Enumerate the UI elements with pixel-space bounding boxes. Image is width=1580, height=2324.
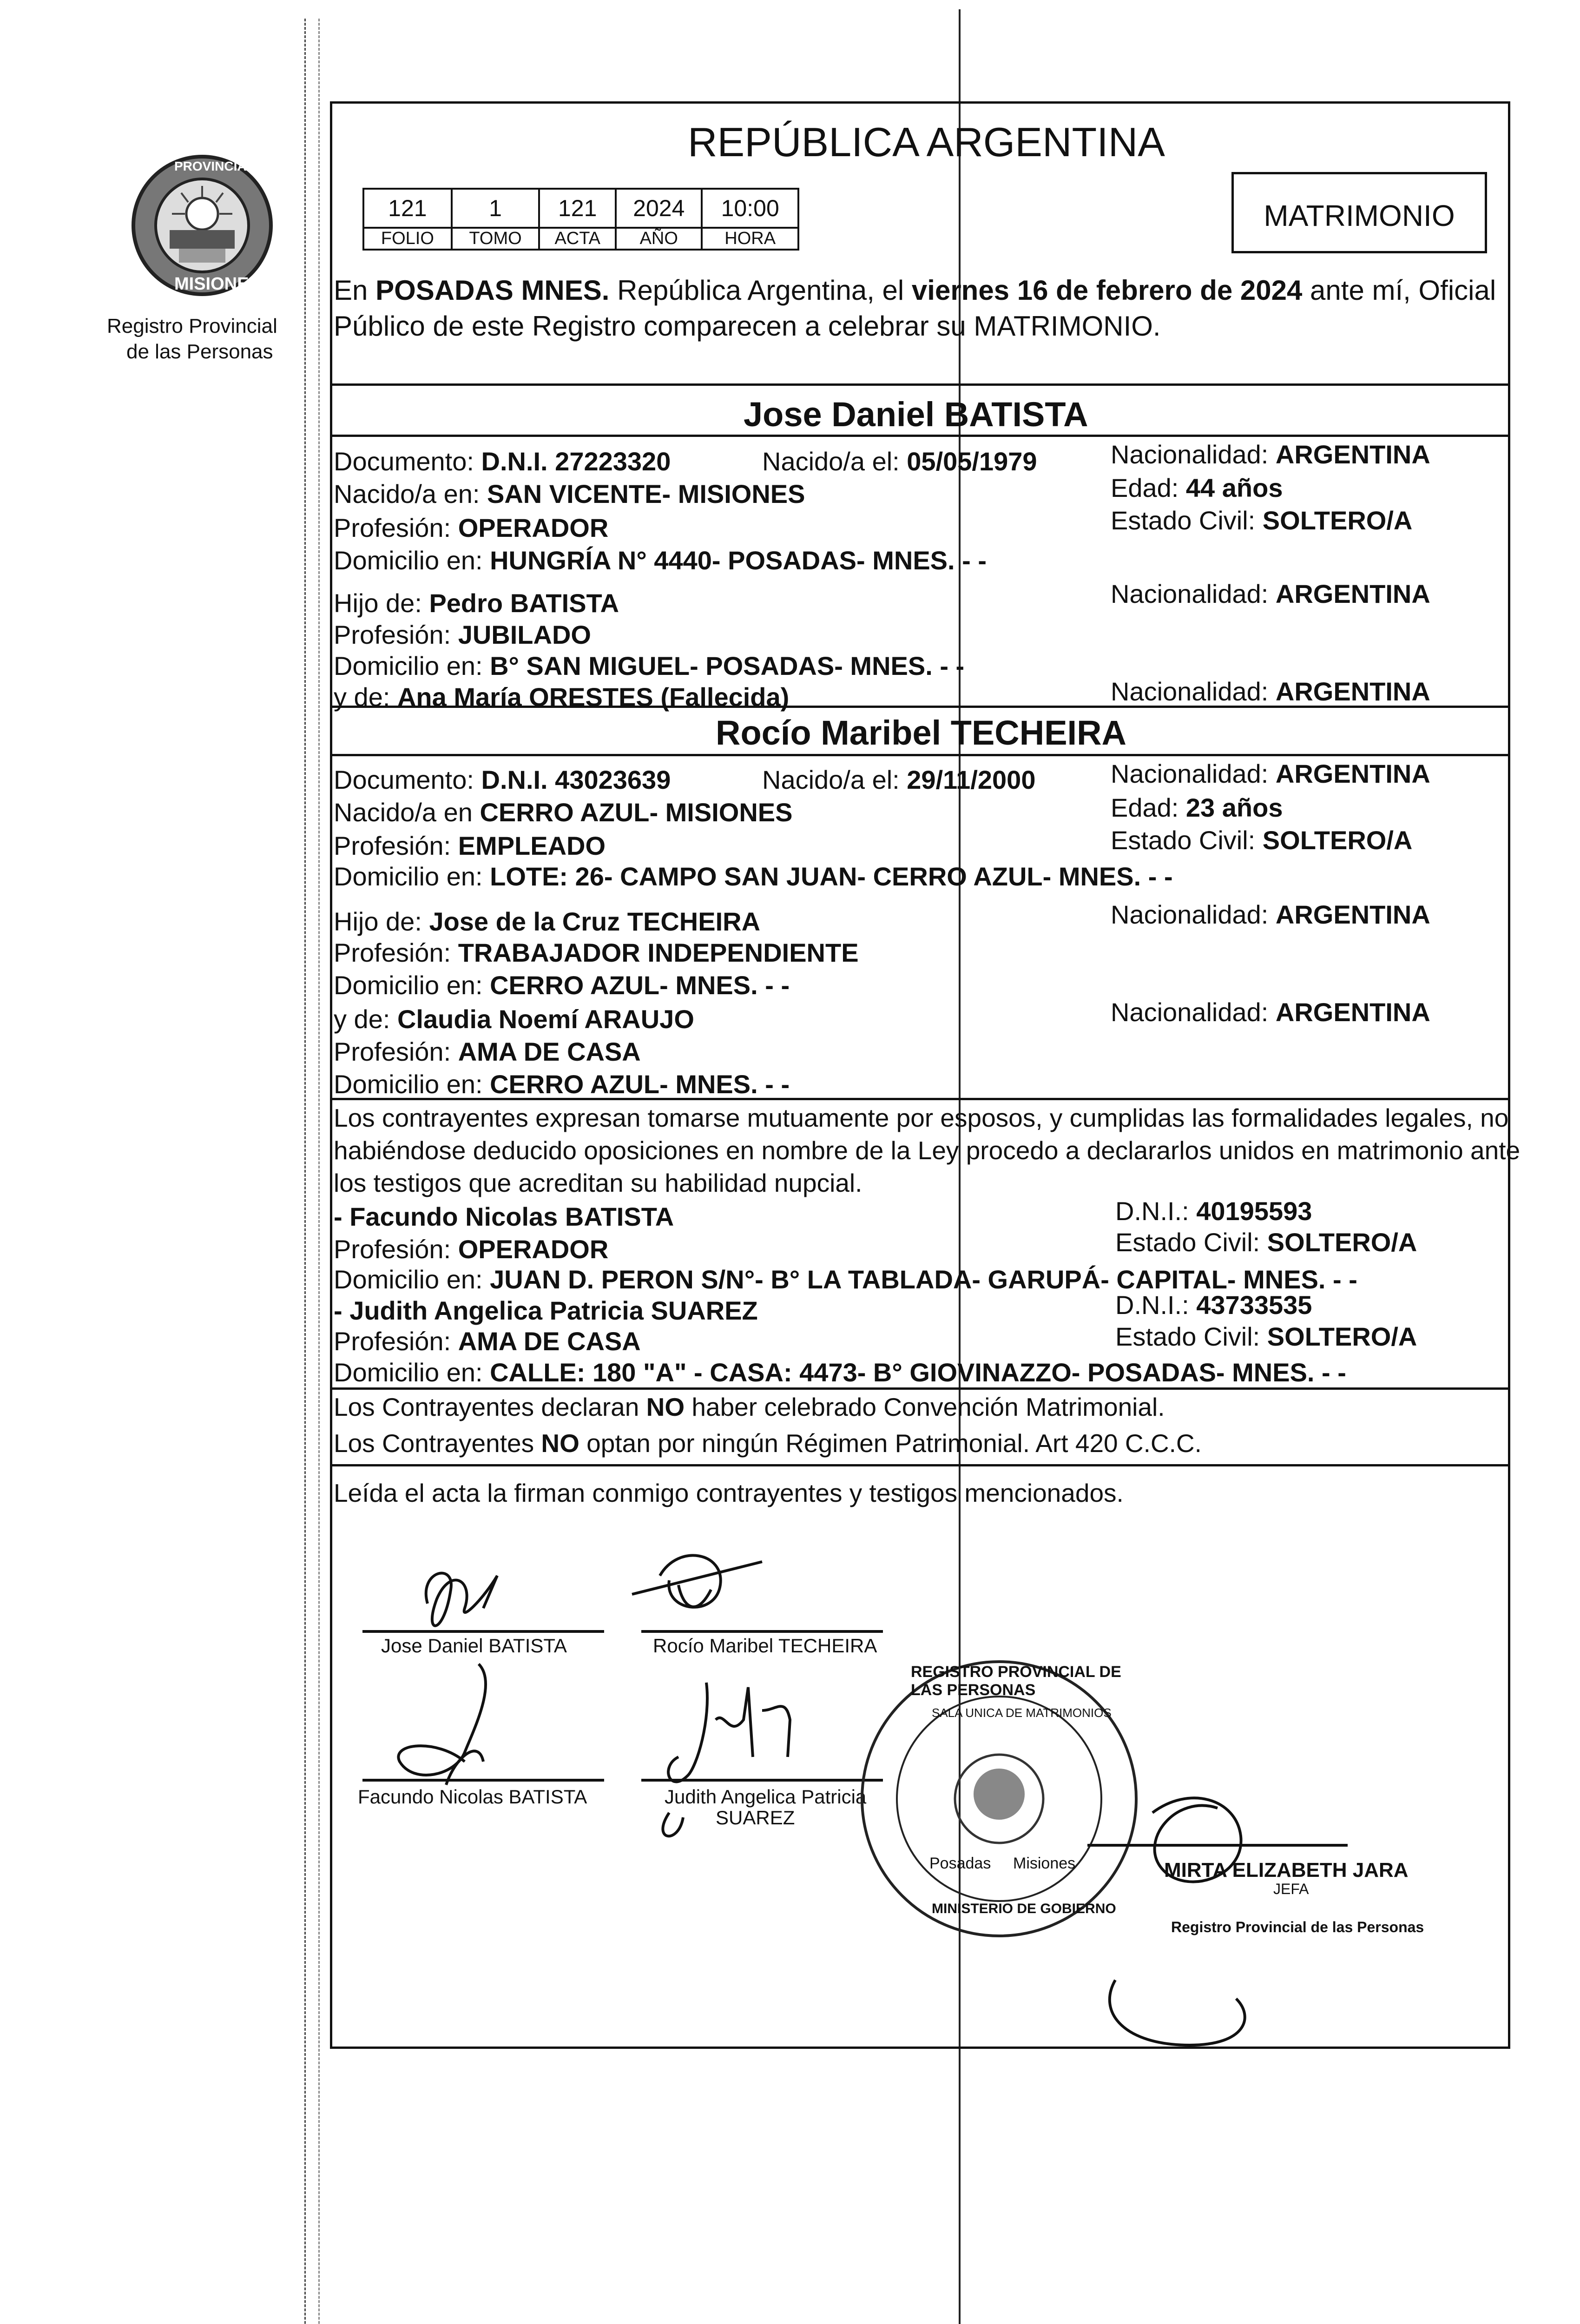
year-value: 2024 bbox=[616, 189, 702, 228]
value: JUAN D. PERON S/N°- B° LA TABLADA- GARUPÁ- CAPITAL- MNES. - - bbox=[490, 1265, 1357, 1294]
label: Domicilio en: bbox=[334, 1358, 490, 1387]
value: CERRO AZUL- MNES. - - bbox=[490, 971, 790, 1000]
label: Profesión: bbox=[334, 938, 458, 967]
convention-line-2 bbox=[334, 1431, 1202, 1456]
value: Claudia Noemí ARAUJO bbox=[397, 1004, 694, 1034]
label: Nacido/a en: bbox=[334, 479, 487, 508]
act-type-box bbox=[1231, 172, 1487, 253]
logo-seal-text-top: PROVINCIA DE bbox=[174, 159, 268, 173]
divider-4 bbox=[330, 754, 1508, 756]
label: Profesión: bbox=[334, 620, 458, 649]
value: ARGENTINA bbox=[1275, 997, 1430, 1027]
label: Domicilio en: bbox=[334, 546, 490, 575]
spouse2-father-profession bbox=[334, 940, 859, 966]
text: Los Contrayentes bbox=[334, 1429, 541, 1458]
declaration-line-2: habiéndose deducido oposiciones en nombre de la Ley procedo a declararlos unidos en matrimonio ante bbox=[334, 1136, 1521, 1165]
intro-date: viernes 16 de febrero de 2024 bbox=[911, 275, 1303, 306]
spouse1-father-address bbox=[334, 653, 964, 679]
spouse2-address bbox=[334, 864, 1173, 890]
label: D.N.I.: bbox=[1115, 1290, 1197, 1320]
spouse2-doc bbox=[334, 767, 671, 793]
value: ARGENTINA bbox=[1275, 677, 1430, 706]
value: CERRO AZUL- MISIONES bbox=[480, 798, 793, 827]
spouse2-mother-address bbox=[334, 1071, 790, 1097]
value: Pedro BATISTA bbox=[429, 588, 619, 618]
logo-caption-1: Registro Provincial bbox=[107, 315, 277, 337]
value: SOLTERO/A bbox=[1267, 1322, 1417, 1351]
seal-center-right: Misiones bbox=[1013, 1855, 1076, 1872]
witness2-name: - Judith Angelica Patricia SUAREZ bbox=[334, 1296, 758, 1325]
intro-line-2: Público de este Registro comparecen a celebrar su MATRIMONIO. bbox=[334, 310, 1161, 342]
label: Domicilio en: bbox=[334, 1265, 490, 1294]
spouse2-father bbox=[334, 909, 760, 935]
label: Domicilio en: bbox=[334, 971, 490, 1000]
spouse1-profession bbox=[334, 515, 608, 541]
text: optan por ningún Régimen Patrimonial. Art 420 C.C.C. bbox=[579, 1429, 1202, 1458]
value: 05/05/1979 bbox=[907, 447, 1037, 476]
spouse2-profession bbox=[334, 833, 606, 859]
registry-ref-table bbox=[362, 188, 799, 251]
value: ARGENTINA bbox=[1275, 579, 1430, 608]
spouse2-born bbox=[762, 767, 1035, 793]
closing-text: Leída el acta la firman conmigo contrayentes y testigos mencionados. bbox=[334, 1479, 1124, 1507]
year-label: AÑO bbox=[616, 228, 702, 250]
spouse1-doc bbox=[334, 449, 671, 475]
label: Documento: bbox=[334, 447, 481, 476]
value: SAN VICENTE- MISIONES bbox=[487, 479, 805, 508]
label: Estado Civil: bbox=[1111, 825, 1263, 855]
divider-2 bbox=[330, 435, 1508, 437]
spouse1-address bbox=[334, 548, 987, 574]
label: Nacionalidad: bbox=[1111, 900, 1276, 929]
label: Profesión: bbox=[334, 1037, 458, 1066]
folio-label: FOLIO bbox=[363, 228, 452, 250]
value: SOLTERO/A bbox=[1262, 506, 1413, 535]
label: Hijo de: bbox=[334, 907, 429, 936]
label: Profesión: bbox=[334, 1235, 458, 1264]
spouse1-name: Jose Daniel BATISTA bbox=[744, 395, 1088, 434]
province-logo bbox=[130, 149, 274, 307]
divider-7 bbox=[330, 1464, 1508, 1466]
value: B° SAN MIGUEL- POSADAS- MNES. - - bbox=[490, 651, 965, 680]
value: CERRO AZUL- MNES. - - bbox=[490, 1070, 790, 1099]
signature-label-1: Jose Daniel BATISTA bbox=[381, 1635, 567, 1657]
divider-3 bbox=[330, 706, 1508, 708]
hour-label: HORA bbox=[702, 228, 798, 250]
logo-seal-text-bottom: MISIONES bbox=[174, 274, 261, 294]
spouse2-civil-status bbox=[1111, 827, 1412, 853]
seal-outer-text: REGISTRO PROVINCIAL DE LAS PERSONAS bbox=[911, 1663, 1121, 1699]
value: 40195593 bbox=[1196, 1196, 1312, 1226]
witness2-civil-status bbox=[1115, 1324, 1417, 1350]
value: EMPLEADO bbox=[458, 831, 606, 860]
seal-inner-text: SALA UNICA DE MATRIMONIOS bbox=[932, 1706, 1112, 1720]
spouse1-father bbox=[334, 590, 619, 616]
value: AMA DE CASA bbox=[458, 1327, 641, 1356]
signature-label-4b: SUAREZ bbox=[716, 1807, 795, 1829]
value: OPERADOR bbox=[458, 513, 609, 542]
divider-5 bbox=[330, 1098, 1508, 1100]
label: Domicilio en: bbox=[334, 651, 490, 680]
value: AMA DE CASA bbox=[458, 1037, 641, 1066]
label: Nacido/a el: bbox=[762, 765, 907, 794]
intro-line-1 bbox=[334, 277, 1496, 304]
label: Nacionalidad: bbox=[1111, 579, 1276, 608]
label: Nacido/a el: bbox=[762, 447, 907, 476]
spouse1-mother-nationality bbox=[1111, 679, 1430, 705]
officer-title: JEFA bbox=[1273, 1881, 1309, 1897]
declaration-line-3: los testigos que acreditan su habilidad nupcial. bbox=[334, 1169, 862, 1197]
spouse1-born bbox=[762, 449, 1037, 475]
label: Estado Civil: bbox=[1115, 1228, 1267, 1257]
label: Domicilio en: bbox=[334, 1070, 490, 1099]
label: Nacido/a en bbox=[334, 798, 480, 827]
label: Nacionalidad: bbox=[1111, 997, 1276, 1027]
label: Nacionalidad: bbox=[1111, 677, 1276, 706]
seal-center-left: Posadas bbox=[929, 1855, 991, 1872]
spouse2-mother bbox=[334, 1006, 694, 1032]
value: SOLTERO/A bbox=[1262, 825, 1413, 855]
value: 43733535 bbox=[1196, 1290, 1312, 1320]
witness1-address bbox=[334, 1267, 1357, 1293]
spouse2-name: Rocío Maribel TECHEIRA bbox=[716, 713, 1126, 752]
value: Ana María ORESTES (Fallecida) bbox=[397, 682, 790, 712]
value: ARGENTINA bbox=[1275, 440, 1430, 469]
label: Profesión: bbox=[334, 1327, 458, 1356]
value: OPERADOR bbox=[458, 1235, 609, 1264]
signature-label-3: Facundo Nicolas BATISTA bbox=[358, 1786, 587, 1808]
value: ARGENTINA bbox=[1275, 759, 1430, 788]
spouse2-nationality bbox=[1111, 761, 1430, 787]
label: Nacionalidad: bbox=[1111, 440, 1276, 469]
spouse1-birthplace bbox=[334, 481, 805, 507]
witness1-civil-status bbox=[1115, 1229, 1417, 1255]
spouse2-father-nationality bbox=[1111, 902, 1430, 928]
spouse2-father-address bbox=[334, 972, 790, 998]
label: Estado Civil: bbox=[1111, 506, 1263, 535]
margin-line-left-2 bbox=[318, 19, 320, 2324]
value: ARGENTINA bbox=[1275, 900, 1430, 929]
spouse1-father-nationality bbox=[1111, 581, 1430, 607]
value: CALLE: 180 "A" - CASA: 4473- B° GIOVINAZZO- POSADAS- MNES. - - bbox=[490, 1358, 1346, 1387]
label: Hijo de: bbox=[334, 588, 429, 618]
divider-6 bbox=[330, 1387, 1508, 1390]
country-title: REPÚBLICA ARGENTINA bbox=[688, 119, 1165, 165]
value: LOTE: 26- CAMPO SAN JUAN- CERRO AZUL- MNES. - - bbox=[490, 862, 1173, 891]
value: 23 años bbox=[1185, 793, 1283, 822]
witness1-name: - Facundo Nicolas BATISTA bbox=[334, 1202, 674, 1231]
witness1-dni bbox=[1115, 1198, 1312, 1224]
spouse2-age bbox=[1111, 795, 1283, 821]
witness2-dni bbox=[1115, 1292, 1312, 1318]
act-type: MATRIMONIO bbox=[1264, 199, 1455, 232]
margin-line-left bbox=[304, 19, 306, 2324]
declaration-line-1: Los contrayentes expresan tomarse mutuamente por esposos, y cumplidas las formalidades legales, no bbox=[334, 1103, 1509, 1132]
value: 44 años bbox=[1185, 473, 1283, 502]
hour-value: 10:00 bbox=[702, 189, 798, 228]
spouse1-civil-status bbox=[1111, 508, 1412, 534]
value: D.N.I. 27223320 bbox=[481, 447, 671, 476]
label: Domicilio en: bbox=[334, 862, 490, 891]
value: Jose de la Cruz TECHEIRA bbox=[429, 907, 761, 936]
spouse1-age bbox=[1111, 475, 1283, 501]
text: Los Contrayentes declaran bbox=[334, 1393, 646, 1421]
value: HUNGRÍA N° 4440- POSADAS- MNES. - - bbox=[490, 546, 987, 575]
value: TRABAJADOR INDEPENDIENTE bbox=[458, 938, 859, 967]
label: Profesión: bbox=[334, 831, 458, 860]
value: 29/11/2000 bbox=[907, 765, 1036, 794]
spouse1-nationality bbox=[1111, 442, 1430, 468]
label: y de: bbox=[334, 682, 397, 712]
folio-value: 121 bbox=[363, 189, 452, 228]
acta-label: ACTA bbox=[539, 228, 616, 250]
acta-value: 121 bbox=[539, 189, 616, 228]
witness1-profession bbox=[334, 1236, 608, 1262]
label: Documento: bbox=[334, 765, 481, 794]
divider-1 bbox=[330, 383, 1508, 386]
label: Profesión: bbox=[334, 513, 458, 542]
seal-bottom-text: MINISTERIO DE GOBIERNO bbox=[932, 1901, 1116, 1916]
text: haber celebrado Convención Matrimonial. bbox=[685, 1393, 1165, 1421]
convention-line-1 bbox=[334, 1394, 1165, 1420]
signature-label-2: Rocío Maribel TECHEIRA bbox=[653, 1635, 877, 1657]
intro-text-a: En bbox=[334, 275, 376, 306]
witness2-profession bbox=[334, 1328, 641, 1354]
label: Nacionalidad: bbox=[1111, 759, 1276, 788]
officer-name: MIRTA ELIZABETH JARA bbox=[1164, 1859, 1409, 1882]
label: Estado Civil: bbox=[1115, 1322, 1267, 1351]
intro-place: POSADAS MNES. bbox=[375, 275, 610, 306]
logo-caption-2: de las Personas bbox=[126, 340, 273, 363]
officer-office: Registro Provincial de las Personas bbox=[1171, 1919, 1424, 1935]
label: Edad: bbox=[1111, 473, 1186, 502]
spouse2-mother-nationality bbox=[1111, 999, 1430, 1025]
intro-text-c: ante mí, Oficial bbox=[1302, 275, 1496, 306]
emphasis: NO bbox=[541, 1429, 579, 1458]
witness2-address bbox=[334, 1360, 1346, 1386]
label: Edad: bbox=[1111, 793, 1186, 822]
signature-label-4a: Judith Angelica Patricia bbox=[665, 1786, 867, 1808]
value: SOLTERO/A bbox=[1267, 1228, 1417, 1257]
spouse1-father-profession bbox=[334, 622, 591, 648]
value: JUBILADO bbox=[458, 620, 591, 649]
label: D.N.I.: bbox=[1115, 1196, 1197, 1226]
spouse2-birthplace bbox=[334, 799, 792, 825]
emphasis: NO bbox=[646, 1393, 685, 1421]
label: y de: bbox=[334, 1004, 397, 1034]
spouse2-mother-profession bbox=[334, 1039, 641, 1065]
tomo-label: TOMO bbox=[452, 228, 540, 250]
intro-text-b: República Argentina, el bbox=[609, 275, 912, 306]
value: D.N.I. 43023639 bbox=[481, 765, 671, 794]
tomo-value: 1 bbox=[452, 189, 540, 228]
